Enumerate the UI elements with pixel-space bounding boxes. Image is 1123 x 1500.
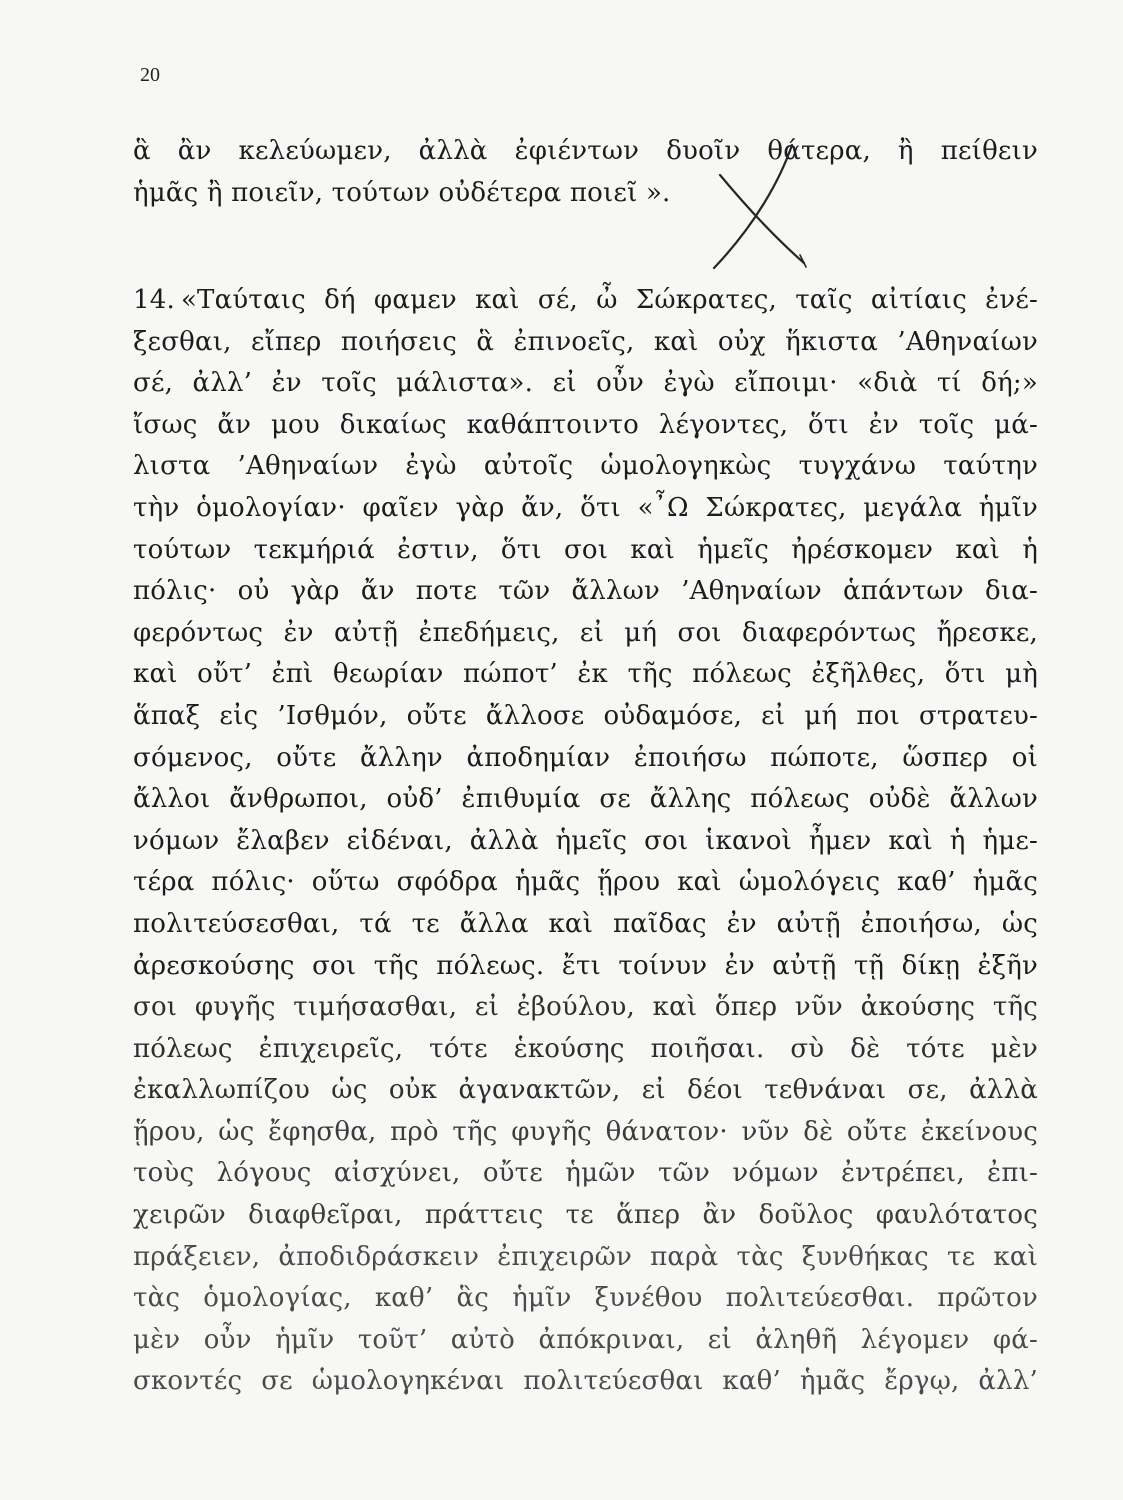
text-line: σοι φυγῆς τιμήσασθαι, εἰ ἐβούλου, καὶ ὅπερ νῦν ἀκούσης τῆς <box>133 992 1038 1023</box>
text-line: ᾕρου, ὡς ἔφησθα, πρὸ τῆς φυγῆς θάνατον· νῦν δὲ οὔτε ἐκείνους <box>133 1116 1038 1147</box>
text-line: ἡμᾶς ἢ ποιεῖν, τούτων οὐδέτερα ποιεῖ ». <box>133 177 671 208</box>
section-first-line <box>133 280 1038 322</box>
section-number: 14. <box>133 285 175 315</box>
text-line: πόλις· οὐ γὰρ ἄν ποτε τῶν ἄλλων ’Αθηναίων ἁπάντων δια- <box>133 576 1038 607</box>
text-line: νόμων ἔλαβεν εἰδέναι, ἀλλὰ ἡμεῖς σοι ἱκανοὶ ἦμεν καὶ ἡ ἡμε- <box>133 825 1038 856</box>
text-line: τὰς ὁμολογίας, καθ’ ἃς ἡμῖν ξυνέθου πολιτεύεσθαι. πρῶτον <box>133 1283 1038 1314</box>
paragraph-continued <box>133 131 1038 214</box>
text-line: ἄλλοι ἄνθρωποι, οὐδ’ ἐπιθυμία σε ἄλλης πόλεως οὐδὲ ἄλλων <box>133 784 1038 815</box>
text-line: πράξειεν, ἀποδιδράσκειν ἐπιχειρῶν παρὰ τὰς ξυνθήκας τε καὶ <box>133 1241 1038 1272</box>
text-line: μὲν οὖν ἡμῖν τοῦτ’ αὐτὸ ἀπόκριναι, εἰ ἀληθῆ λέγομεν φά- <box>133 1324 1038 1355</box>
text-line: τούτων τεκμήριά ἐστιν, ὅτι σοι καὶ ἡμεῖς ἠρέσκομεν καὶ ἡ <box>133 534 1038 565</box>
handwritten-cross-mark-icon <box>700 135 820 275</box>
text-line: σέ, ἀλλ’ ἐν τοῖς μάλιστα». εἰ οὖν ἐγὼ εἴποιμι· «διὰ τί δή;» <box>133 368 1038 399</box>
text-line: σκοντές σε ὡμολογηκέναι πολιτεύεσθαι καθ’ ἡμᾶς ἔργῳ, ἀλλ’ <box>133 1366 1038 1397</box>
text-line: ἅπαξ εἰς ’Ισθμόν, οὔτε ἄλλοσε οὐδαμόσε, εἰ μή ποι στρατευ- <box>133 700 1038 731</box>
text-line: ἃ ἂν κελεύωμεν, ἀλλὰ ἐφιέντων δυοῖν θάτερα, ἢ πείθειν <box>133 136 1038 166</box>
text-line: λιστα ’Αθηναίων ἐγὼ αὐτοῖς ὡμολογηκὼς τυγχάνω ταύτην <box>133 451 1038 482</box>
text-line: πολιτεύσεσθαι, τά τε ἄλλα καὶ παῖδας ἐν αὐτῇ ἐποιήσω, ὡς <box>133 908 1038 939</box>
section-14 <box>133 280 1038 1403</box>
text-line: τὴν ὁμολογίαν· φαῖεν γὰρ ἄν, ὅτι «῏Ω Σώκρατες, μεγάλα ἡμῖν <box>133 492 1038 523</box>
text-line: ξεσθαι, εἴπερ ποιήσεις ἃ ἐπινοεῖς, καὶ οὐχ ἥκιστα ’Αθηναίων <box>133 326 1038 357</box>
text-line: φερόντως ἐν αὐτῇ ἐπεδήμεις, εἰ μή σοι διαφερόντως ἤρεσκε, <box>133 617 1038 648</box>
page-number: 20 <box>140 64 160 86</box>
text-line: σόμενος, οὔτε ἄλλην ἀποδημίαν ἐποιήσω πώποτε, ὥσπερ οἱ <box>133 742 1038 773</box>
text-line-content: «Ταύταις δή φαμεν καὶ σέ, ὦ Σώκρατες, ταῖς αἰτίαις ἐνέ- <box>180 285 1038 315</box>
text-line: τοὺς λόγους αἰσχύνει, οὔτε ἡμῶν τῶν νόμων ἐντρέπει, ἐπι- <box>133 1158 1038 1189</box>
text-line: πόλεως ἐπιχειρεῖς, τότε ἑκούσης ποιῆσαι. σὺ δὲ τότε μὲν <box>133 1033 1038 1064</box>
text-line: ἐκαλλωπίζου ὡς οὐκ ἀγανακτῶν, εἰ δέοι τεθνάναι σε, ἀλλὰ <box>133 1075 1038 1106</box>
text-line: καὶ οὔτ’ ἐπὶ θεωρίαν πώποτ’ ἐκ τῆς πόλεως ἐξῆλθες, ὅτι μὴ <box>133 659 1038 690</box>
text-line: χειρῶν διαφθεῖραι, πράττεις τε ἅπερ ἂν δοῦλος φαυλότατος <box>133 1200 1038 1231</box>
text-line: ἴσως ἄν μου δικαίως καθάπτοιντο λέγοντες, ὅτι ἐν τοῖς μά- <box>133 409 1038 440</box>
text-line: τέρα πόλις· οὕτω σφόδρα ἡμᾶς ᾕρου καὶ ὡμολόγεις καθ’ ἡμᾶς <box>133 867 1038 898</box>
text-line: ἀρεσκούσης σοι τῆς πόλεως. ἔτι τοίνυν ἐν αὐτῇ τῇ δίκῃ ἐξῆν <box>133 950 1038 981</box>
